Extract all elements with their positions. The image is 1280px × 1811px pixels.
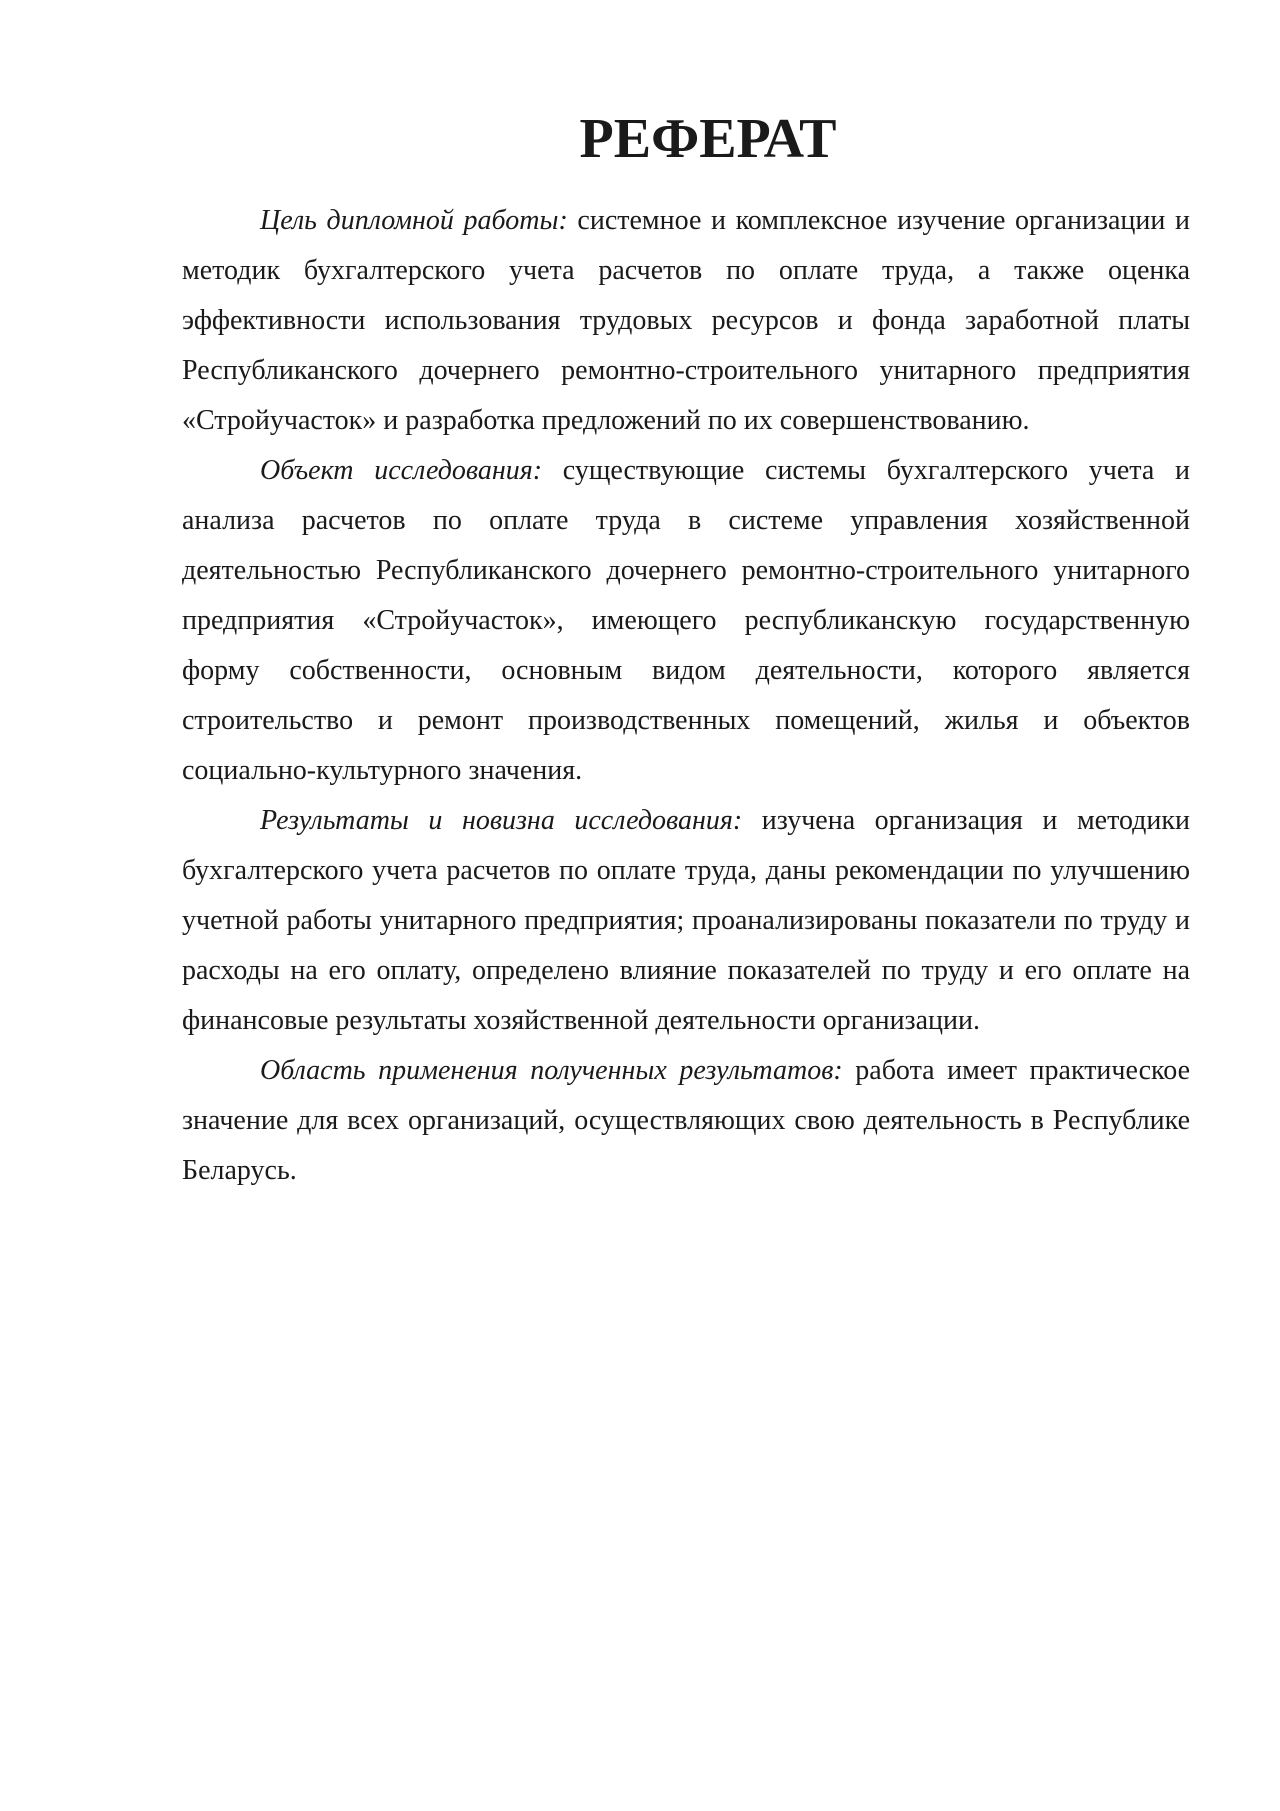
paragraph-application-text: работа имеет практическое значение для всех организаций, осуществляющих свою деятельность в Республике Беларусь.: [182, 1055, 1190, 1186]
paragraph-goal-lead: Цель дипломной работы:: [260, 205, 568, 236]
paragraph-application: [182, 1046, 1190, 1196]
paragraph-goal: [182, 196, 1190, 446]
paragraph-application-lead: Область применения полученных результатов:: [260, 1055, 843, 1086]
paragraph-object: [182, 446, 1190, 796]
paragraph-object-text: существующие системы бухгалтерского учета и анализа расчетов по оплате труда в системе управления хозяйственной деятельностью Республиканского дочернего ремонтно-строительного унитарного предприятия «Стройучасток», имеющего республиканскую государственную форму собственности, основным видом деятельности, которого является строительство и ремонт производственных помещений, жилья и объектов социально-культурного значения.: [182, 455, 1190, 786]
paragraph-results: [182, 796, 1190, 1046]
paragraph-results-lead: Результаты и новизна исследования:: [260, 805, 743, 836]
paragraph-object-lead: Объект исследования:: [260, 455, 543, 486]
page-title: РЕФЕРАТ: [579, 108, 837, 170]
paragraph-results-text: изучена организация и методики бухгалтерского учета расчетов по оплате труда, даны рекомендации по улучшению учетной работы унитарного предприятия; проанализированы показатели по труду и расходы на его оплату, определено влияние показателей по труду и его оплате на финансовые результаты хозяйственной деятельности организации.: [182, 805, 1190, 1036]
paragraph-goal-text: системное и комплексное изучение организации и методик бухгалтерского учета расчетов по оплате труда, а также оценка эффективности использования трудовых ресурсов и фонда заработной платы Республиканского дочернего ремонтно-строительного унитарного предприятия «Стройучасток» и разработка предложений по их совершенствованию.: [182, 205, 1190, 436]
document-body: [182, 108, 1190, 1196]
